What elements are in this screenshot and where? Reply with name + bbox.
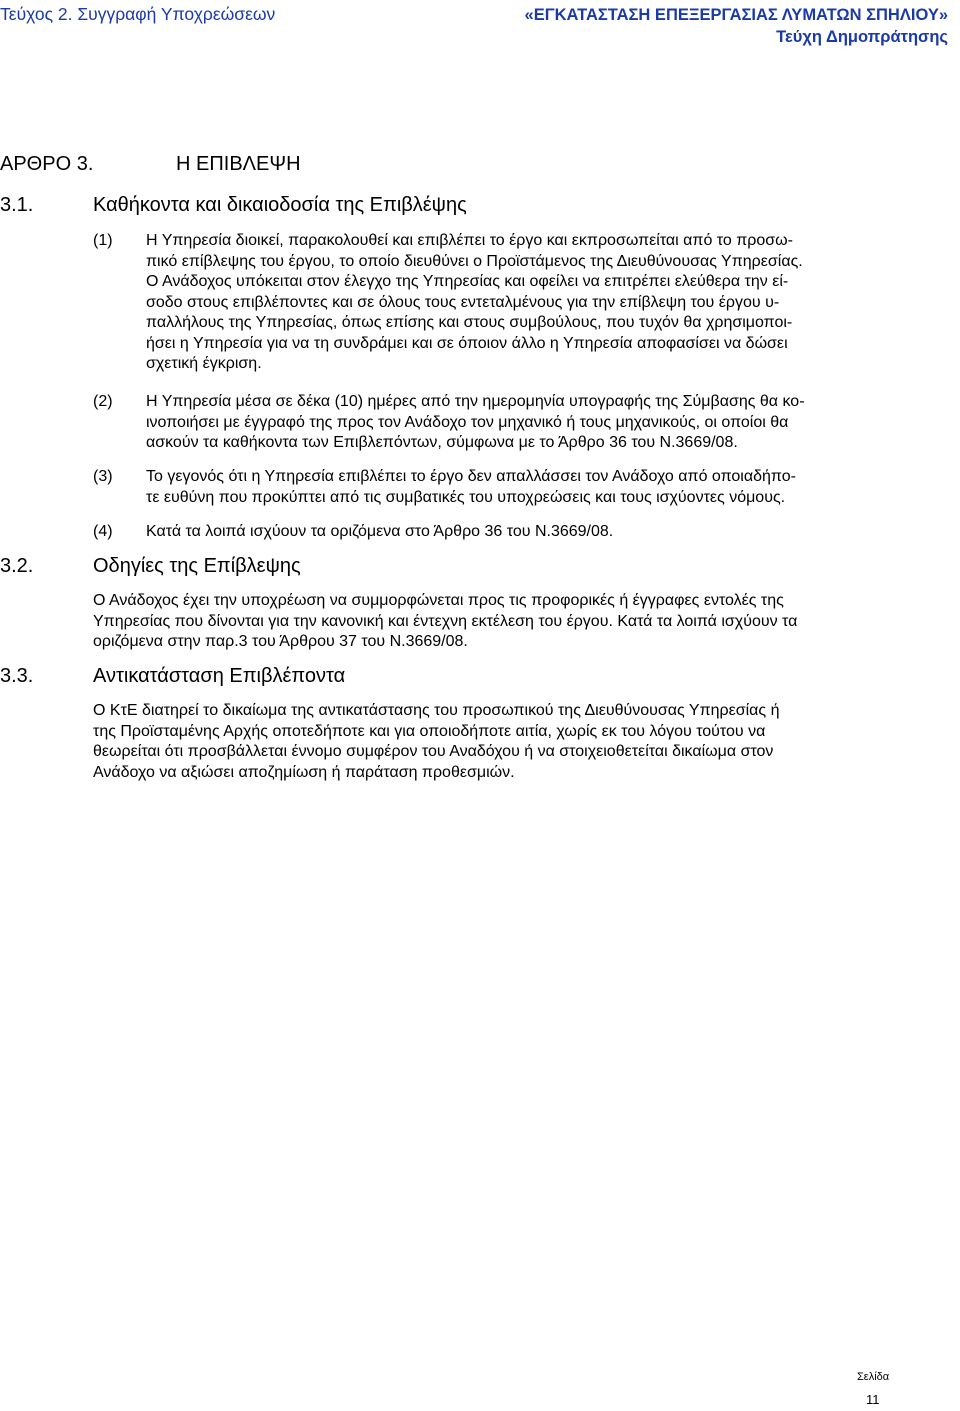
section-heading-3-3 bbox=[0, 665, 345, 688]
article-heading bbox=[0, 153, 301, 176]
list-item bbox=[146, 231, 803, 375]
text-line: τε ευθύνη που προκύπτει από τις συμβατικές του υποχρεώσεις και τους ισχύοντες νόμους. bbox=[146, 488, 786, 506]
section-number: 3.3. bbox=[0, 665, 34, 687]
section-heading-3-2 bbox=[0, 555, 301, 578]
text-line: Ο Ανάδοχος έχει την υποχρέωση να συμμορφώνεται προς τις προφορικές ή έγγραφες εντολές της bbox=[93, 592, 784, 609]
section-number: 3.2. bbox=[0, 555, 34, 577]
document-title: Τεύχος 2. Συγγραφή Υποχρεώσεων bbox=[0, 4, 276, 24]
section-title: Καθήκοντα και δικαιοδοσία της Επιβλέψης bbox=[93, 194, 467, 216]
list-item bbox=[146, 522, 613, 543]
text-line: οριζόμενα στην παρ.3 του Άρθρου 37 του Ν.3669/08. bbox=[93, 633, 468, 650]
text-line: Ανάδοχο να αξιώσει αποζημίωση ή παράταση προθεσμιών. bbox=[93, 763, 515, 781]
list-item bbox=[146, 467, 796, 508]
text-line: σχετική έγκριση. bbox=[146, 355, 262, 372]
text-line: ήσει η Υπηρεσία για να τη συνδράμει και σε όποιον άλλο η Υπηρεσία αποφασίσει να δώσει bbox=[146, 334, 788, 352]
text-line: παλλήλους της Υπηρεσίας, όπως επίσης και στους συμβούλους, που τυχόν θα χρησιμοποι- bbox=[146, 314, 793, 331]
item-number: (2) bbox=[93, 393, 113, 410]
list-item bbox=[146, 392, 805, 454]
article-number: ΑΡΘΡΟ 3. bbox=[0, 153, 94, 175]
text-line: σοδο στους επιβλέποντες και σε όλους τους εντεταλμένους για την επίβλεψη του έργου υ- bbox=[146, 293, 780, 311]
text-line: θεωρείται ότι προσβάλλεται έννομο συμφέρον του Αναδόχου ή να στοιχειοθετείται δικαίωμα στον bbox=[93, 743, 774, 760]
section-heading-3-1 bbox=[0, 194, 467, 217]
text-line: Το γεγονός ότι η Υπηρεσία επιβλέπει το έργο δεν απαλλάσσει τον Ανάδοχο από οποιαδήπο- bbox=[146, 468, 796, 485]
section-number: 3.1. bbox=[0, 194, 34, 216]
page-label: Σελίδα bbox=[857, 1371, 890, 1383]
text-line: ασκούν τα καθήκοντα των Επιβλεπόντων, σύμφωνα με το Άρθρο 36 του Ν.3669/08. bbox=[146, 434, 738, 451]
text-line: ινοποιήσει με έγγραφό της προς τον Ανάδοχο τον μηχανικό ή τους μηχανικούς, οι οποίοι θα bbox=[146, 413, 789, 431]
item-number: (3) bbox=[93, 468, 113, 485]
page-number: 11 bbox=[866, 1392, 880, 1407]
document-subtitle: Τεύχη Δημοπράτησης bbox=[776, 28, 948, 46]
section-paragraph bbox=[93, 701, 779, 783]
project-header bbox=[525, 4, 948, 48]
item-number: (4) bbox=[93, 523, 113, 540]
text-line: Κατά τα λοιπά ισχύουν τα οριζόμενα στο Άρθρο 36 του Ν.3669/08. bbox=[146, 523, 614, 540]
text-line: Ο Ανάδοχος υπόκειται στον έλεγχο της Υπηρεσίας και οφείλει να επιτρέπει ελεύθερα την εί- bbox=[146, 273, 789, 290]
text-line: Η Υπηρεσία μέσα σε δέκα (10) ημέρες από την ημερομηνία υπογραφής της Σύμβασης θα κο- bbox=[146, 393, 805, 410]
section-title: Αντικατάσταση Επιβλέποντα bbox=[93, 665, 346, 687]
section-title: Οδηγίες της Επίβλεψης bbox=[93, 555, 301, 577]
text-line: της Προϊσταμένης Αρχής οποτεδήποτε και για οποιοδήποτε αιτία, χωρίς εκ του λόγου τούτου να bbox=[93, 722, 766, 740]
section-paragraph bbox=[93, 591, 797, 653]
item-number: (1) bbox=[93, 232, 113, 249]
text-line: Η Υπηρεσία διοικεί, παρακολουθεί και επιβλέπει το έργο και εκπροσωπείται από το προσω- bbox=[146, 232, 793, 249]
text-line: πικό επίβλεψης του έργου, το οποίο διευθύνει ο Προϊστάμενος της Διευθύνουσας Υπηρεσίας. bbox=[146, 252, 803, 270]
project-title: «ΕΓΚΑΤΑΣΤΑΣΗ ΕΠΕΞΕΡΓΑΣΙΑΣ ΛΥΜΑΤΩΝ ΣΠΗΛΙΟΥ» bbox=[524, 6, 948, 24]
text-line: Ο ΚτΕ διατηρεί το δικαίωμα της αντικατάστασης του προσωπικού της Διευθύνουσας Υπηρεσίας ή bbox=[93, 702, 780, 719]
article-title: Η ΕΠΙΒΛΕΨΗ bbox=[176, 153, 301, 175]
text-line: Υπηρεσίας που δίνονται για την κανονική και έντεχνη εκτέλεση του έργου. Κατά τα λοιπά ισχύουν τα bbox=[93, 612, 798, 630]
